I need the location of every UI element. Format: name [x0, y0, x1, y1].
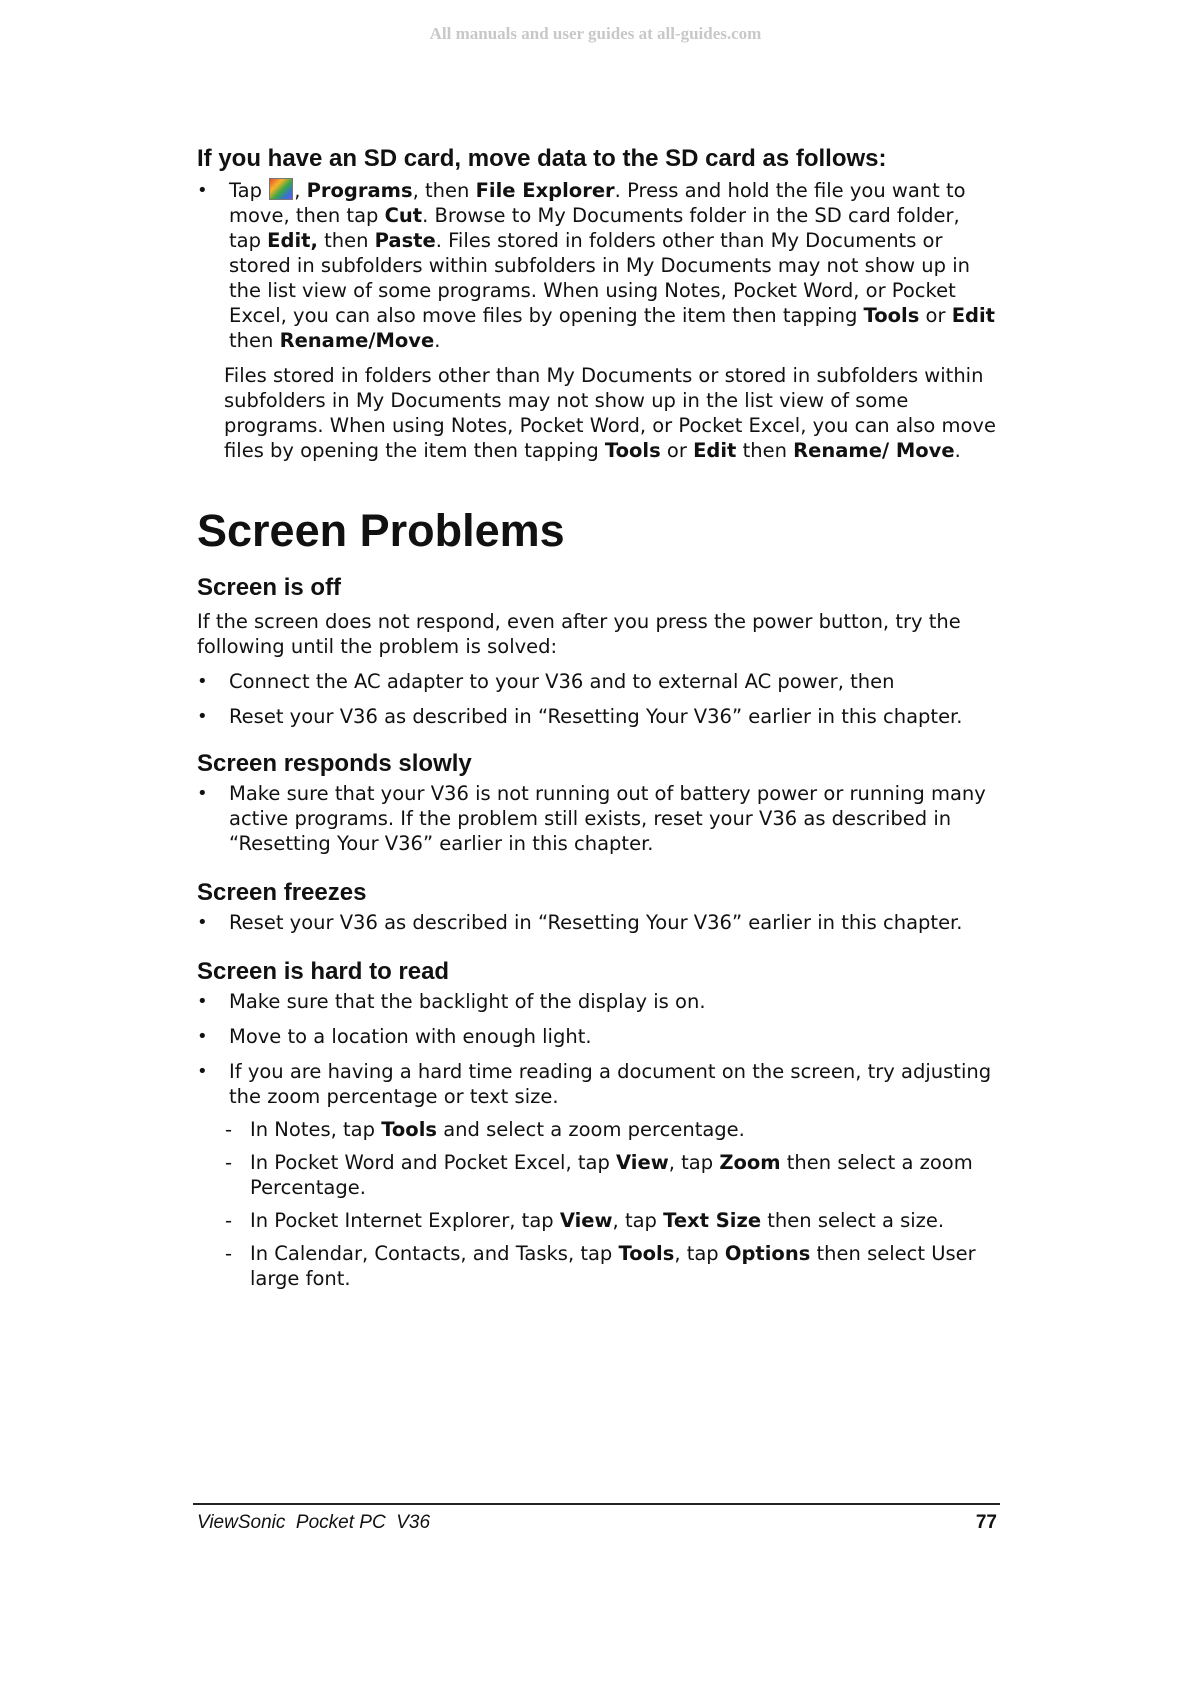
page-number: 77 — [975, 1512, 997, 1533]
freezes-heading: Screen freezes — [197, 879, 367, 906]
zoom-options-list — [197, 1117, 997, 1291]
list-item: • Make sure that the backlight of the display is on. — [197, 989, 997, 1014]
list-item: • Connect the AC adapter to your V36 and to external AC power, then — [197, 669, 997, 694]
list-item: - In Notes, tap Tools and select a zoom percentage. — [197, 1117, 997, 1142]
page-title: Screen Problems — [197, 505, 565, 556]
footer-divider — [193, 1503, 1000, 1505]
slow-heading: Screen responds slowly — [197, 750, 472, 777]
list-item: • Reset your V36 as described in “Resetting Your V36” earlier in this chapter. — [197, 704, 997, 729]
watermark: All manuals and user guides at all-guides.com — [429, 24, 762, 43]
hard-read-list — [197, 989, 997, 1109]
sd-card-heading: If you have an SD card, move data to the SD card as follows: — [197, 145, 887, 172]
list-item: • Make sure that your V36 is not running out of battery power or running many active programs. If the problem still exists, reset your V36 as described in “Resetting Your V36” earlier in this chapter. — [197, 781, 997, 856]
slow-list — [197, 781, 997, 856]
start-menu-icon — [269, 178, 293, 200]
page-content — [197, 144, 997, 1291]
list-item: • Reset your V36 as described in “Resetting Your V36” earlier in this chapter. — [197, 910, 997, 935]
screen-off-intro: If the screen does not respond, even after you press the power button, try the following until the problem is solved: — [197, 610, 961, 658]
footer-product-name: ViewSonic Pocket PC V36 — [197, 1512, 431, 1533]
freezes-list — [197, 910, 997, 935]
list-item: - In Pocket Word and Pocket Excel, tap View, tap Zoom then select a zoom Percentage. — [197, 1150, 997, 1200]
list-item: • Tap , Programs, then File Explorer. Press and hold the file you want to move, then tap Cut. Browse to My Documents folder in the SD card folder, tap Edit, then Paste. Files stored in folders other than My Documents or stored in subfolders within subfolders in My Documents may not show up in the list view of some programs. When using Notes, Pocket Word, or Pocket Excel, you can also move files by opening the item then tapping Tools or Edit then Rename/Move. — [197, 178, 997, 353]
list-item: - In Calendar, Contacts, and Tasks, tap Tools, tap Options then select User large font. — [197, 1241, 997, 1291]
screen-off-list — [197, 669, 997, 729]
list-item: - In Pocket Internet Explorer, tap View, tap Text Size then select a size. — [197, 1208, 997, 1233]
sd-card-steps — [197, 178, 997, 353]
list-item: • If you are having a hard time reading a document on the screen, try adjusting the zoom percentage or text size. — [197, 1059, 997, 1109]
hard-read-heading: Screen is hard to read — [197, 958, 450, 985]
list-item: • Move to a location with enough light. — [197, 1024, 997, 1049]
sd-card-note: Files stored in folders other than My Documents or stored in subfolders within subfolders in My Documents may not show up in the list view of some programs. When using Notes, Pocket Word, or Pocket Excel, you can also move files by opening the item then tapping Tools or Edit then Rename/ Move. — [224, 364, 996, 462]
screen-off-heading: Screen is off — [197, 574, 342, 601]
